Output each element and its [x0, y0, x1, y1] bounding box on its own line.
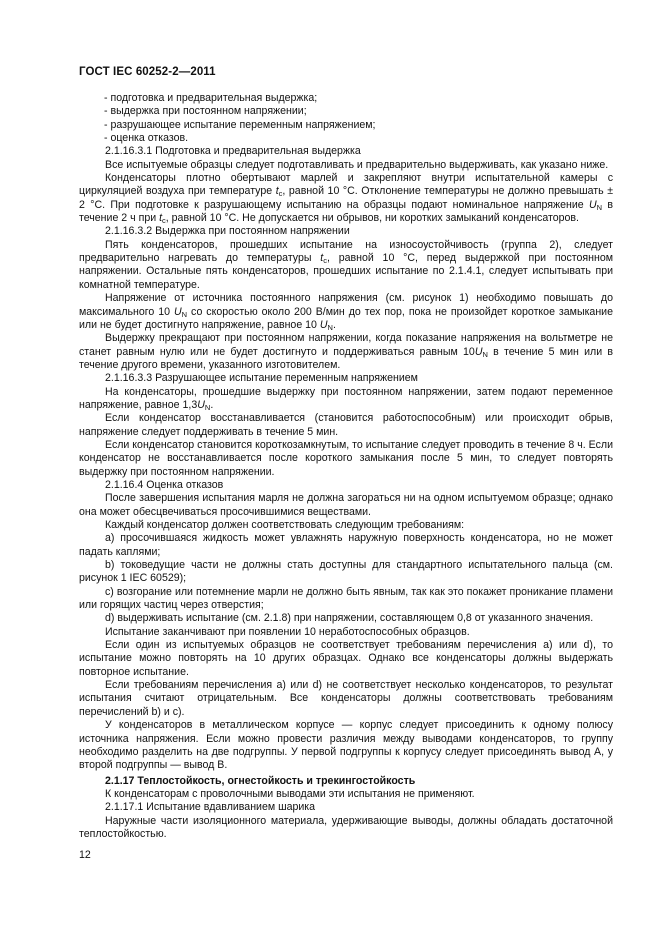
list-item: - выдержка при постоянном напряжении;	[104, 105, 307, 118]
paragraph: Каждый конденсатор должен соответствовать следующим требованиям:	[105, 519, 465, 531]
paragraph: К конденсаторам с проволочными выводами эти испытания не применяют.	[105, 787, 475, 800]
list-item: a) просочившаяся жидкость может увлажнять наружную поверхность конденсатора, но не может падать каплями;	[79, 532, 613, 558]
page-number: 12	[79, 849, 91, 861]
page-body	[79, 92, 613, 841]
list-item: d) выдерживать испытание (см. 2.1.8) при напряжении, составляющем 0,8 от указанного значения.	[105, 612, 594, 625]
paragraph: Наружные части изоляционного материала, удерживающие выводы, должны обладать достаточной теплостойкостью.	[79, 814, 613, 840]
paragraph: У конденсаторов в металлическом корпусе — корпус следует присоединить к одному полюсу источника напряжения. Если можно провести различия между выводами конденсаторов, то группу необходимо разделить на две подгруппы. У первой подгруппы к корпусу следует присоединять вывод А, у второй подгруппы — вывод В.	[79, 719, 613, 772]
paragraph: Если конденсатор становится короткозамкнутым, то испытание следует проводить в течение 8 ч. Если конденсатор не восстанавливается после короткого замыкания после 5 мин, то следует повторять выдержку при постоянном напряжении.	[79, 438, 613, 478]
section-heading: 2.1.16.3.1 Подготовка и предварительная выдержка	[105, 145, 361, 158]
section-heading: 2.1.16.3.3 Разрушающее испытание переменным напряжением	[105, 372, 418, 385]
paragraph: Выдержку прекращают при постоянном напряжении, когда показание напряжения на вольтметре не станет равным нулю или не будет достигнуто и поддерживаться равным $10U_N$ в течение 5 мин или в течение другого времени, указанного изготовителем.	[79, 332, 613, 371]
list-item: b) токоведущие части не должны стать доступны для стандартного испытательного пальца (см. рисунок 1 IEC 60529);	[79, 559, 613, 585]
paragraph: Напряжение от источника постоянного напряжения (см. рисунок 1) необходимо повышать до максимального 10 $U_N$ со скоростью около 200 В/мин до тех пор, пока не произойдет короткое замыкание или не будет достигнуто напряжение, равное 10 $U_N$.	[79, 292, 613, 332]
paragraph: Если требованиям перечисления а) или d) не соответствует несколько конденсаторов, то результат испытания считают отрицательным. Все конденсаторы должны соответствовать требованиям перечислений b) и с).	[79, 679, 613, 718]
paragraph: После завершения испытания марля не должна загораться ни на одном испытуемом образце; однако она может обесцвечиваться просочившимися веществами.	[79, 492, 613, 518]
document-header: ГОСТ IEC 60252-2—2011	[79, 66, 216, 78]
list-item: - разрушающее испытание переменным напряжением;	[104, 118, 376, 131]
section-heading: 2.1.17 Теплостойкость, огнестойкость и трекингостойкость	[105, 774, 416, 787]
section-heading: 2.1.17.1 Испытание вдавливанием шарика	[105, 801, 316, 814]
list-item: c) возгорание или потемнение марли не должно быть явным, так как это покажет проникание пламени или горящих частиц через отверстия;	[79, 585, 613, 612]
paragraph: На конденсаторы, прошедшие выдержку при постоянном напряжении, затем подают переменное напряжение, равное $1,3U_N$.	[79, 385, 613, 412]
section-heading: 2.1.16.4 Оценка отказов	[105, 478, 224, 491]
paragraph: Все испытуемые образцы следует подготавливать и предварительно выдерживать, как указано ниже.	[105, 158, 609, 171]
list-item: - подготовка и предварительная выдержка;	[104, 92, 318, 104]
section-heading: 2.1.16.3.2 Выдержка при постоянном напряжении	[105, 225, 350, 238]
paragraph: Конденсаторы плотно обертывают марлей и закрепляют внутри испытательной камеры с циркуляцией воздуха при температуре $t_c$, равной 10 °С. Отклонение температуры не должно превышать ± 2 °С. При подготовке к разрушающему испытанию на образцы подают номинальное напряжение $U_N$ в течение 2 ч при $t_c$, равной 10 °С. Не допускается ни обрывов, ни коротких замыканий конденсаторов.	[79, 172, 614, 226]
paragraph: Если один из испытуемых образцов не соответствует требованиям перечисления а) или d), то испытание можно повторять на 10 других образцах. Однако все конденсаторы должны выдержать повторное испытание.	[79, 639, 613, 678]
paragraph: Пять конденсаторов, прошедших испытание на износоустойчивость (группа 2), следует предварительно нагревать до температуры $t_c$, равной 10 °С, перед выдержкой при постоянном напряжении. Остальные пять конденсаторов, прошедших испытание по 2.1.4.1, следует испытывать при комнатной температуре.	[79, 238, 613, 291]
paragraph: Если конденсатор восстанавливается (становится работоспособным) или происходит обрыв, напряжение следует поддерживать в течение 5 мин.	[79, 412, 613, 438]
paragraph: Испытание заканчивают при появлении 10 неработоспособных образцов.	[105, 625, 470, 638]
list-item: - оценка отказов.	[104, 132, 189, 145]
